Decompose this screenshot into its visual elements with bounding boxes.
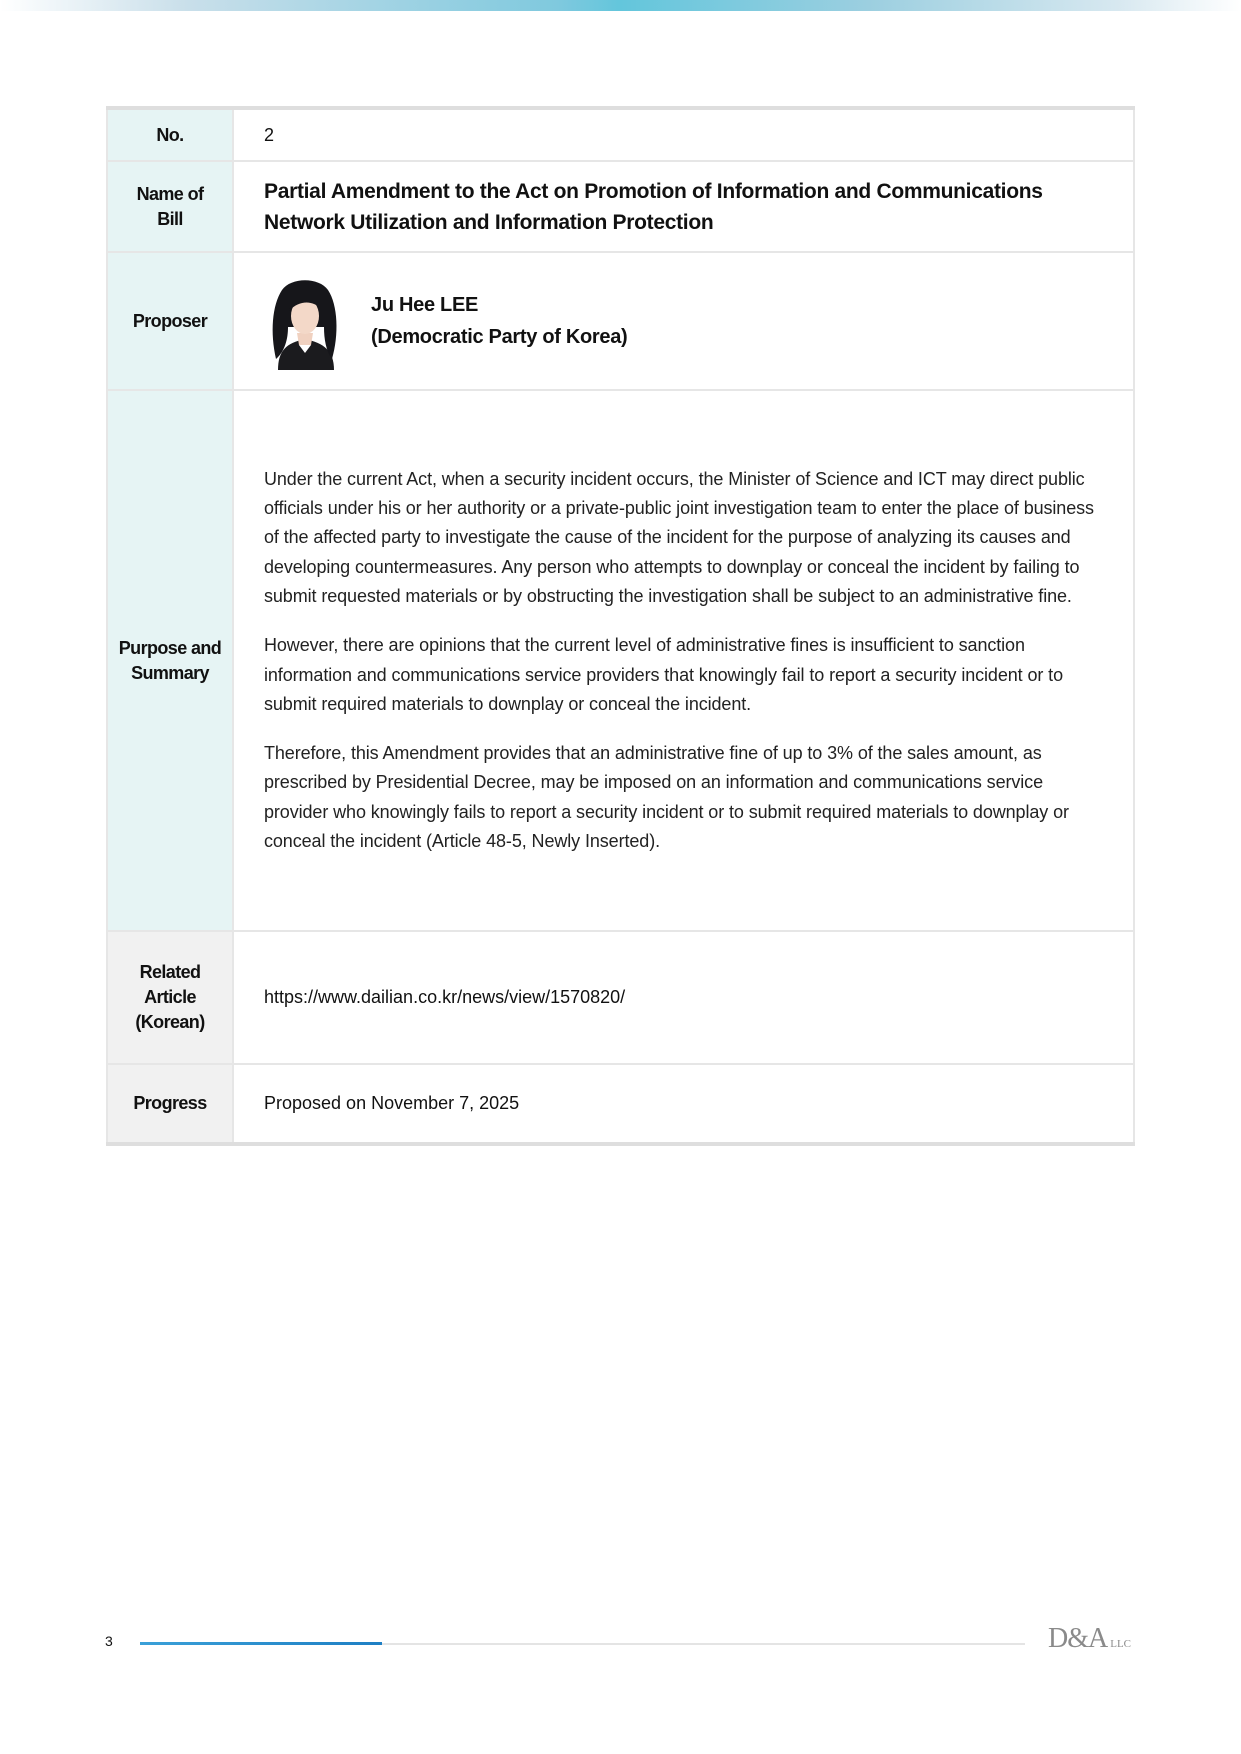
bill-number: 2 — [233, 108, 1134, 161]
row-progress — [107, 1064, 1134, 1144]
row-purpose — [107, 390, 1134, 931]
page-number: 3 — [105, 1633, 113, 1649]
label-name-of-bill: Name of Bill — [136, 183, 204, 229]
bill-name: Partial Amendment to the Act on Promotion of Information and Communications Network Utilization and Information Protection — [264, 179, 1043, 234]
summary-paragraph: However, there are opinions that the current level of administrative fines is insufficient to sanction information and communications service providers that knowingly fail to report a security incident or to submit required materials to downplay or conceal the incident. — [264, 635, 1063, 714]
logo-suffix: LLC — [1110, 1638, 1132, 1650]
row-name — [107, 161, 1134, 252]
proposer-name: Ju Hee LEE — [371, 294, 479, 316]
label-proposer: Proposer — [107, 252, 233, 390]
proposer-party: (Democratic Party of Korea) — [371, 326, 628, 348]
summary-paragraph: Therefore, this Amendment provides that an administrative fine of up to 3% of the sales amount, as prescribed by Presidential Decree, may be imposed on an information and communications service provider who knowingly fails to report a security incident or to submit required materials to downplay or conceal the incident (Article 48-5, Newly Inserted). — [264, 743, 1069, 851]
label-related-article: Related Article (Korean) — [135, 962, 205, 1032]
bill-info-table — [106, 106, 1135, 1146]
label-no: No. — [107, 108, 233, 161]
progress-value: Proposed on November 7, 2025 — [233, 1064, 1134, 1144]
footer-progress-accent — [140, 1642, 382, 1645]
label-purpose-summary: Purpose and Summary — [118, 637, 222, 683]
purpose-summary — [233, 390, 1134, 931]
label-progress: Progress — [107, 1064, 233, 1144]
row-no — [107, 108, 1134, 161]
row-related-article — [107, 931, 1134, 1064]
proposer-photo — [264, 273, 347, 370]
top-gradient-bar — [0, 0, 1241, 11]
logo-text: D&A — [1048, 1623, 1108, 1654]
related-article-link[interactable]: https://www.dailian.co.kr/news/view/1570820/ — [233, 931, 1134, 1064]
row-proposer — [107, 252, 1134, 390]
summary-paragraph: Under the current Act, when a security incident occurs, the Minister of Science and ICT may direct public officials under his or her authority or a private-public joint investigation team to enter the place of business of the affected party to investigate the cause of the incident for the purpose of analyzing its causes and developing countermeasures. Any person who attempts to downplay or conceal the incident by failing to submit requested materials or by obstructing the investigation shall be subject to an administrative fine. — [264, 468, 1094, 606]
company-logo — [1048, 1623, 1131, 1655]
